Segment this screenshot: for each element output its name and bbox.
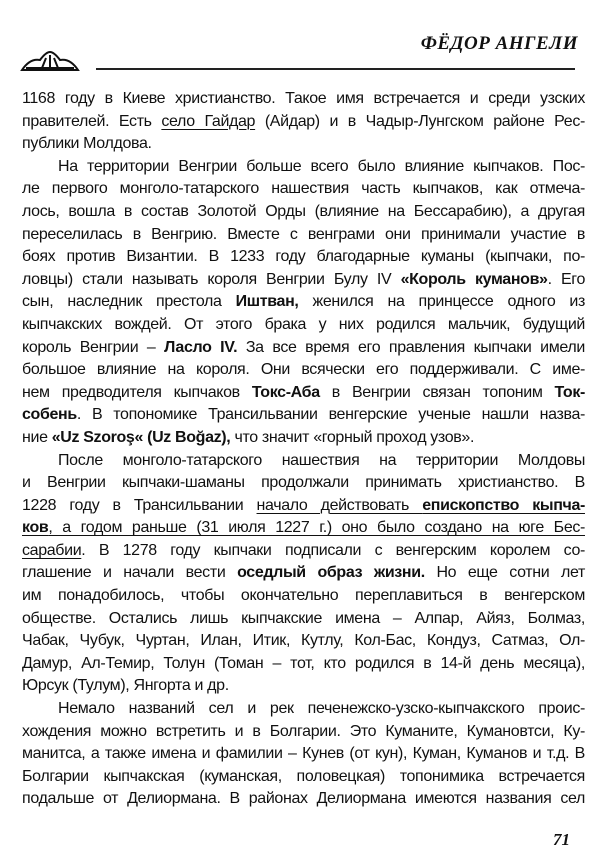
text-span: ние — [22, 428, 52, 446]
text-line — [22, 517, 585, 540]
text-line — [22, 337, 585, 360]
text-span: Дамур, Ал-Темир, Толун (Томан – тот, кто родился в 14-й день месяца), — [22, 654, 585, 672]
text-span: нем предводителя кыпчаков — [22, 383, 252, 401]
text-span: боях против Византии. В 1233 году благодарные куманы (кыпчаки, по- — [22, 248, 585, 266]
text-span: ле первого монголо-татарского нашествия часть кыпчаков, как отмеча- — [22, 180, 585, 198]
text-span: (Айдар) и в Чадыр-Лунгском районе Рес- — [255, 112, 585, 130]
text-span: За все время его правления кыпчаки имели — [237, 338, 585, 356]
text-span: 1228 году в Трансильвании — [22, 496, 257, 514]
text-line — [22, 766, 585, 789]
text-line — [22, 111, 585, 134]
text-span: переселилась в Венгрию. Вместе с венграми они принимали участие в — [22, 225, 585, 243]
text-line — [22, 224, 585, 247]
text-line — [22, 585, 585, 608]
text-line — [22, 472, 585, 495]
bold-text: Ласло IV. — [164, 338, 238, 356]
text-span: лось, вошла в состав Золотой Орды (влияние на Бессарабию), а другая — [22, 202, 585, 220]
text-line — [22, 382, 585, 405]
bold-text: Ток- — [554, 383, 585, 401]
text-span: Юрсук (Тулум), Янгорта и др. — [22, 677, 229, 695]
text-span: что значит «горный проход узов». — [230, 428, 475, 446]
text-span: и Венгрии кыпчаки-шаманы продолжали принимать христианство. В — [22, 474, 585, 492]
underlined-text: начало действовать — [256, 496, 423, 514]
text-span: После монголо-татарского нашествия на территории Молдовы — [58, 451, 585, 469]
text-span: На территории Венгрии больше всего было влияние кыпчаков. Пос- — [58, 157, 585, 175]
text-line — [22, 133, 585, 156]
text-span: подальше от Делиормана. В районах Делиормана имеются названия сел — [22, 790, 585, 808]
text-span: Чабак, Чубук, Чуртан, Илан, Итик, Кутлу, Кол-Бас, Кондуз, Сатмаз, Ол- — [22, 632, 585, 650]
text-line — [22, 698, 585, 721]
text-line — [22, 675, 585, 698]
text-line — [22, 630, 585, 653]
text-span: король Венгрии – — [22, 338, 165, 356]
bold-text: епископство кыпча- — [422, 496, 585, 514]
text-span: манитса, а также имена и фамилии – Кунев (от кун), Куман, Куманов и т.д. В — [22, 745, 585, 763]
text-span: им понадобилось, чтобы окончательно переплавиться в венгерском — [22, 587, 585, 605]
underlined-text: сарабии — [22, 541, 82, 559]
text-line — [22, 743, 585, 766]
text-line — [22, 562, 585, 585]
text-line — [22, 495, 585, 518]
text-span: 1168 году в Киеве христианство. Такое имя встречается и среди узских — [22, 90, 585, 107]
text-line — [22, 246, 585, 269]
text-line — [22, 156, 585, 179]
bold-text: Токс-Аба — [251, 383, 320, 401]
bold-text: «Король куманов» — [400, 270, 548, 288]
header-ornament-icon — [20, 50, 80, 72]
text-span: Болгарии кыпчакская (куманская, половецкая) топонимика встречается — [22, 767, 585, 785]
text-line — [22, 314, 585, 337]
text-line — [22, 450, 585, 473]
bold-text: Иштван, — [235, 293, 299, 311]
text-span: обществе. Остались лишь кыпчакские имена – Алпар, Айяз, Болмаз, — [22, 609, 585, 627]
text-line — [22, 178, 585, 201]
text-line — [22, 359, 585, 382]
underlined-text: село Гайдар — [161, 112, 256, 130]
text-span: правителей. Есть — [22, 112, 162, 130]
text-line — [22, 788, 585, 811]
body-text — [22, 88, 585, 811]
underlined-text: , а годом раньше (31 июля 1227 г.) оно было создано на юге Бес- — [48, 519, 585, 537]
text-line — [22, 404, 585, 427]
text-span: хождения можно встретить и в Болгарии. Это Куманите, Кумановтси, Ку- — [22, 722, 585, 740]
text-span: публики Молдова. — [22, 135, 152, 153]
bold-text: ков — [22, 519, 49, 537]
page-number: 71 — [553, 830, 570, 849]
text-span: . В топономике Трансильвании венгерские ученые нашли назва- — [76, 406, 585, 424]
text-span: кыпчакских вождей. От этого брака у них родился мальчик, будущий — [22, 315, 585, 333]
text-span: большое влияние на короля. Они всячески его поддерживали. С име- — [22, 361, 585, 379]
header-divider — [96, 68, 575, 70]
text-span: ловцы) стали называть короля Венгрии Булу IV — [22, 270, 401, 288]
text-span: Но еще сотни лет — [424, 564, 585, 582]
text-span: . В 1278 году кыпчаки подписали с венгерским королем со- — [81, 541, 585, 559]
text-span: Немало названий сел и рек печенежско-узско-кыпчакского проис- — [58, 700, 585, 718]
text-line — [22, 608, 585, 631]
text-span: глашение и начали вести — [22, 564, 238, 582]
text-line — [22, 88, 585, 111]
bold-text: оседлый образ жизни. — [237, 564, 425, 582]
running-header-author: ФЁДОР АНГЕЛИ — [420, 33, 578, 54]
text-line — [22, 540, 585, 563]
text-span: в Венгрии связан топоним — [319, 383, 555, 401]
bold-text: собень — [22, 406, 77, 424]
text-line — [22, 721, 585, 744]
text-line — [22, 201, 585, 224]
text-span: . Его — [547, 270, 585, 288]
text-line — [22, 269, 585, 292]
text-span: сын, наследник престола — [22, 293, 236, 311]
text-line — [22, 291, 585, 314]
text-line — [22, 653, 585, 676]
bold-text: «Uz Szoroş« (Uz Boğaz), — [51, 428, 231, 446]
text-line — [22, 427, 585, 450]
text-span: женился на принцессе одного из — [298, 293, 585, 311]
